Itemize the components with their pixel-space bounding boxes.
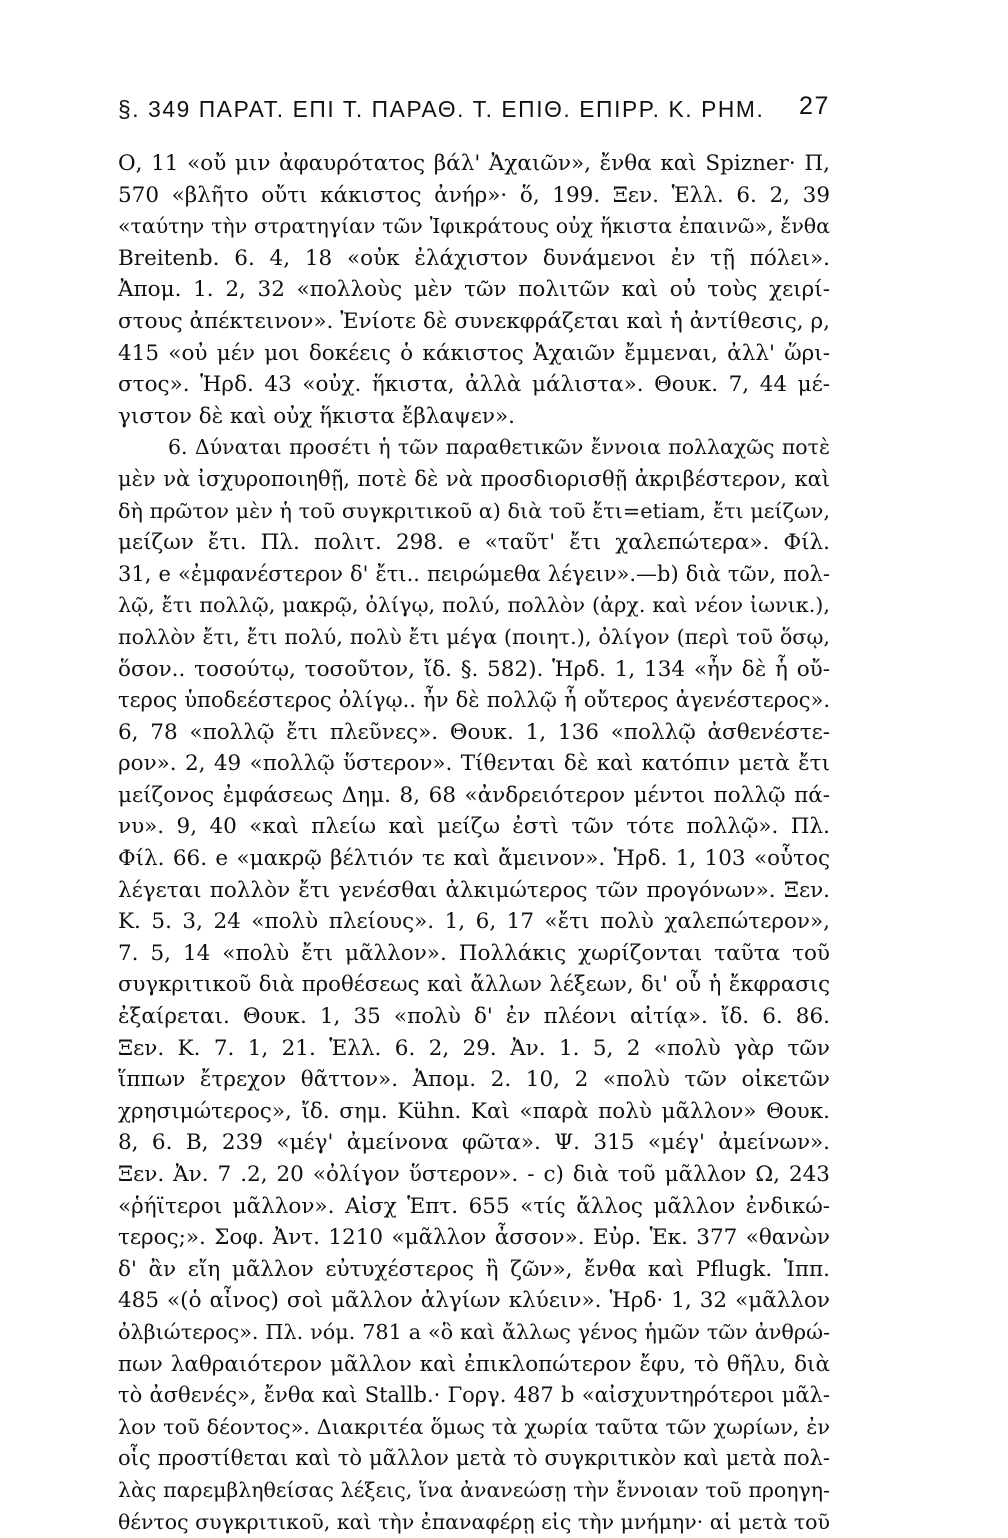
text-line: δὴ πρῶτον μὲν ἡ τοῦ συγκριτικοῦ α) διὰ τοῦ ἔτι=etiam, ἔτι μείζων, xyxy=(118,498,830,523)
text-line: Breitenb. 6. 4, 18 «οὐκ ἐλάχιστον δυνάμενοι ἐν τῇ πόλει». xyxy=(118,245,830,271)
text-line: λέγεται πολλὸν ἔτι γενέσθαι ἀλκιμώτερος τῶν προγόνων». Ξεν. xyxy=(118,877,830,903)
text-line: «ῥήϊτεροι μᾶλλον». Αἰσχ Ἑπτ. 655 «τίς ἄλλος μᾶλλον ἐνδικώ- xyxy=(118,1193,830,1219)
text-line: 6, 78 «πολλῷ ἔτι πλεῦνες». Θουκ. 1, 136 «πολλῷ ἀσθενέστε- xyxy=(118,719,830,745)
text-line: στους ἀπέκτεινον». Ἐνίοτε δὲ συνεκφράζεται καὶ ἡ ἀντίθεσις, ρ, xyxy=(118,308,830,334)
text-line: Ξεν. Κ. 7. 1, 21. Ἑλλ. 6. 2, 29. Ἀν. 1. 5, 2 «πολὺ γὰρ τῶν xyxy=(118,1035,830,1061)
text-line: «ταύτην τὴν στρατηγίαν τῶν Ἰφικράτους οὐχ ἥκιστα ἐπαινῶ», ἔνθα xyxy=(118,214,830,239)
text-line: γιστον δὲ καὶ οὐχ ἥκιστα ἔβλαψεν». xyxy=(118,403,515,429)
running-header xyxy=(118,92,830,132)
text-line: Ξεν. Ἀν. 7 .2, 20 «ὀλίγον ὕστερον». - c) διὰ τοῦ μᾶλλον Ω, 243 xyxy=(118,1162,830,1187)
text-line: ὅσον.. τοσούτῳ, τοσοῦτον, ἴδ. §. 582). Ἡρδ. 1, 134 «ἦν δὲ ἧ οὔ- xyxy=(118,656,830,682)
paragraph-start-line: 6. Δύναται προσέτι ἡ τῶν παραθετικῶν ἔννοια πολλαχῶς ποτὲ xyxy=(168,435,830,460)
text-line: 485 «(ὁ αἶνος) σοὶ μᾶλλον ἀλγίων κλύειν». Ἡρδ· 1, 32 «μᾶλλον xyxy=(118,1288,830,1314)
text-line: πων λαθραιότερον μᾶλλον καὶ ἐπικλοπώτερον ἔφυ, τὸ θῆλυ, διὰ xyxy=(118,1351,830,1377)
text-line: Ο, 11 «οὔ μιν ἀφαυρότατος βάλ' Ἀχαιῶν», ἔνθα καὶ Spizner· Π, xyxy=(118,151,830,176)
text-line: ἐξαίρεται. Θουκ. 1, 35 «πολὺ δ' ἐν πλέονι αἰτίᾳ». ἴδ. 6. 86. xyxy=(118,1004,830,1030)
text-line: Κ. 5. 3, 24 «πολὺ πλείους». 1, 6, 17 «ἔτι πολὺ χαλεπώτερον», xyxy=(118,909,830,935)
text-line: πολλὸν ἔτι, ἔτι πολύ, πολὺ ἔτι μέγα (ποιητ.), ὀλίγον (περὶ τοῦ ὅσῳ, xyxy=(118,624,830,649)
text-line: μὲν νὰ ἰσχυροποιηθῇ, ποτὲ δὲ νὰ προσδιορισθῇ ἀκριβέστερον, καὶ xyxy=(118,466,830,491)
text-line: ἵππων ἔτρεχον θᾶττον». Ἀπομ. 2. 10, 2 «πολὺ τῶν οἰκετῶν xyxy=(118,1067,830,1093)
text-line: Ἀπομ. 1. 2, 32 «πολλοὺς μὲν τῶν πολιτῶν καὶ οὐ τοὺς χειρί- xyxy=(118,277,830,303)
text-line: λὰς παρεμβληθείσας λέξεις, ἵνα ἀνανεώσῃ τὴν ἔννοιαν τοῦ προηγη- xyxy=(118,1477,830,1502)
text-line: ὀλβιώτερος». Πλ. νόμ. 781 a «ὃ καὶ ἄλλως γένος ἡμῶν τῶν ἀνθρώ- xyxy=(118,1319,830,1344)
text-line: ρον». 2, 49 «πολλῷ ὕστερον». Τίθενται δὲ καὶ κατόπιν μετὰ ἔτι xyxy=(118,751,830,777)
text-line: δ' ἂν εἴη μᾶλλον εὐτυχέστερος ἢ ζῶν», ἔνθα καὶ Pflugk. Ἱππ. xyxy=(118,1256,830,1282)
text-line: οἷς προστίθεται καὶ τὸ μᾶλλον μετὰ τὸ συγκριτικὸν καὶ μετὰ πολ- xyxy=(118,1446,830,1471)
text-line: 415 «οὐ μέν μοι δοκέεις ὁ κάκιστος Ἀχαιῶν ἔμμεναι, ἀλλ' ὥρι- xyxy=(118,340,830,366)
text-line: χρησιμώτερος», ἴδ. σημ. Kühn. Καὶ «παρὰ πολὺ μᾶλλον» Θουκ. xyxy=(118,1098,830,1124)
body-text xyxy=(118,148,830,1538)
text-line: λῷ, ἔτι πολλῷ, μακρῷ, ὀλίγῳ, πολύ, πολλὸν (ἀρχ. καὶ νέον ἰωνικ.), xyxy=(118,593,830,618)
text-line: τὸ ἀσθενές», ἔνθα καὶ Stallb.· Γοργ. 487 b «αἰσχυντηρότεροι μᾶλ- xyxy=(118,1383,830,1408)
text-line: 31, e «ἐμφανέστερον δ' ἔτι.. πειρώμεθα λέγειν».—b) διὰ τῶν, πολ- xyxy=(118,561,830,586)
text-line: λον τοῦ δέοντος». Διακριτέα ὅμως τὰ χωρία ταῦτα τῶν χωρίων, ἐν xyxy=(118,1414,830,1439)
text-line: τερος;». Σοφ. Ἀντ. 1210 «μᾶλλον ἆσσον». Εὐρ. Ἑκ. 377 «θανὼν xyxy=(118,1225,830,1251)
text-line: 7. 5, 14 «πολὺ ἔτι μᾶλλον». Πολλάκις χωρίζονται ταῦτα τοῦ xyxy=(118,940,830,966)
text-line: μείζονος ἐμφάσεως Δημ. 8, 68 «ἀνδρειότερον μέντοι πολλῷ πά- xyxy=(118,782,830,808)
text-line: νυ». 9, 40 «καὶ πλείω καὶ μείζω ἐστὶ τῶν τότε πολλῷ». Πλ. xyxy=(118,814,830,840)
page-number: 27 xyxy=(798,92,830,120)
text-line: 8, 6. B, 239 «μέγ' ἀμείνονα φῶτα». Ψ. 315 «μέγ' ἀμείνων». xyxy=(118,1130,830,1156)
text-line: συγκριτικοῦ διὰ προθέσεως καὶ ἄλλων λέξεων, δι' οὗ ἡ ἔκφρασις xyxy=(118,972,830,998)
text-line: 570 «βλῆτο οὔτι κάκιστος ἀνήρ»· ὅ, 199. Ξεν. Ἑλλ. 6. 2, 39 xyxy=(118,182,830,208)
text-line: Φίλ. 66. e «μακρῷ βέλτιόν τε καὶ ἄμεινον». Ἡρδ. 1, 103 «οὗτος xyxy=(118,846,830,872)
section-heading: §. 349 ΠΑΡΑΤ. ΕΠΙ Τ. ΠΑΡΑΘ. Τ. ΕΠΙΘ. ΕΠΙΡΡ. Κ. ΡΗΜ. xyxy=(118,96,765,122)
text-line: θέντος συγκριτικοῦ, καὶ τὴν ἐπαναφέρῃ εἰς τὴν μνήμην· αἱ μετὰ τοῦ xyxy=(118,1509,830,1534)
text-line: μείζων ἔτι. Πλ. πολιτ. 298. e «ταῦτ' ἔτι χαλεπώτερα». Φίλ. xyxy=(118,530,830,556)
text-line: στος». Ἡρδ. 43 «οὐχ. ἥκιστα, ἀλλὰ μάλιστα». Θουκ. 7, 44 μέ- xyxy=(118,372,830,398)
text-line: τερος ὑποδεέστερος ὀλίγῳ.. ἦν δὲ πολλῷ ἧ οὔτερος ἀγενέστερος». xyxy=(118,688,830,713)
